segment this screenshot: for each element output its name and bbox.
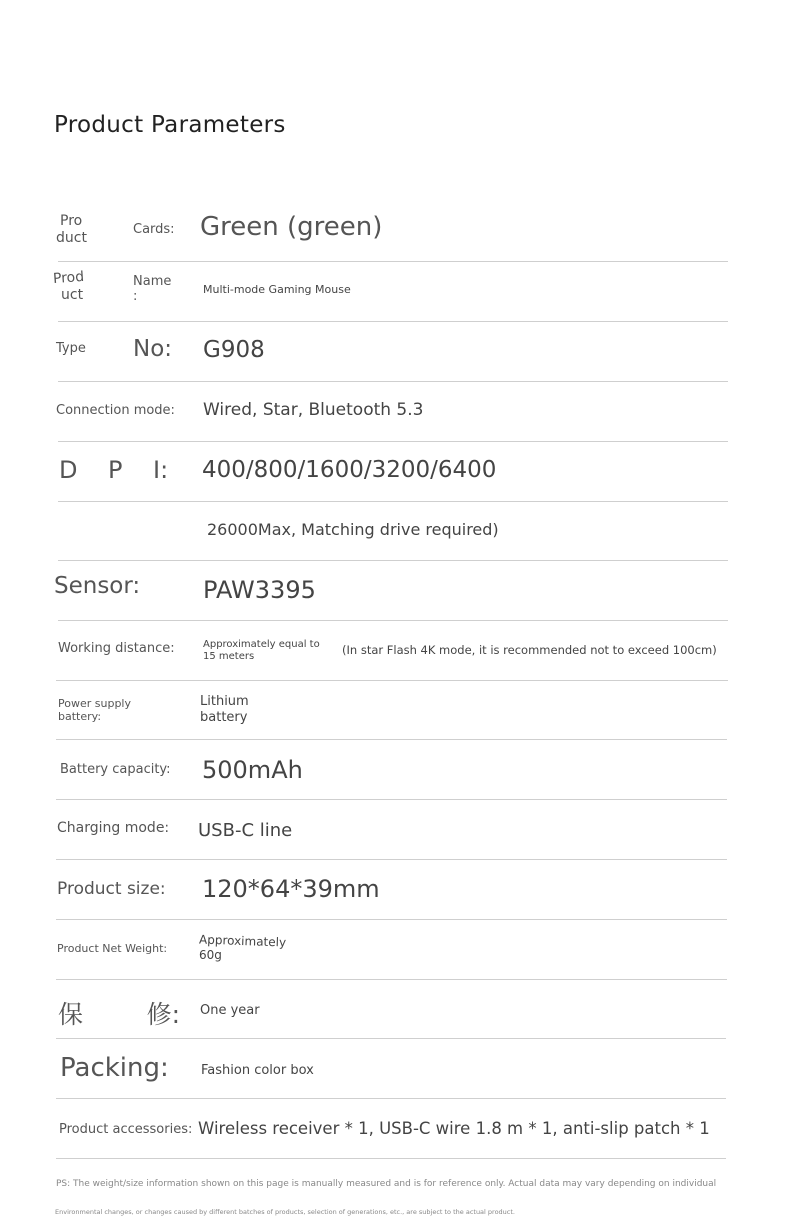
param-label-part: Power supply: [58, 697, 131, 710]
param-value: Green (green): [200, 212, 383, 242]
param-value: USB-C line: [198, 820, 293, 841]
param-value-part: battery: [200, 710, 248, 725]
param-value: PAW3395: [203, 576, 316, 604]
param-row-charging-mode: [56, 800, 727, 860]
param-row-battery-capacity: [56, 740, 727, 800]
param-value: Fashion color box: [201, 1063, 314, 1078]
param-label: Product Net Weight:: [57, 942, 168, 955]
param-value: Wireless receiver * 1, USB-C wire 1.8 m * 1, anti-slip patch * 1: [198, 1119, 710, 1138]
param-row-power-supply: [56, 681, 727, 740]
param-label: Product size:: [57, 879, 166, 899]
param-value: 400/800/1600/3200/6400: [202, 457, 497, 483]
param-value-part: 15 meters: [203, 651, 255, 662]
param-value: 26000Max, Matching drive required): [207, 520, 499, 539]
param-row-product-size: [56, 860, 727, 920]
disclaimer-note: PS: The weight/size information shown on this page is manually measured and is for reference only. Actual data may vary depending on individual: [56, 1179, 717, 1189]
param-value: 500mAh: [202, 756, 303, 784]
param-label: Charging mode:: [57, 820, 170, 836]
param-label: Product accessories:: [59, 1122, 193, 1137]
param-row-accessories: [56, 1099, 726, 1159]
param-row-warranty: [56, 980, 726, 1039]
param-row-connection: [58, 382, 728, 442]
param-value-part: 60g: [199, 948, 222, 962]
param-row-type-no: [58, 322, 728, 382]
param-label-part: duct: [56, 230, 87, 246]
param-row-product-color: [58, 200, 728, 262]
param-label-part: battery:: [58, 710, 102, 723]
param-label: Battery capacity:: [60, 762, 171, 777]
param-label: 保 修:: [58, 1000, 180, 1029]
param-row-packing: [56, 1039, 726, 1099]
param-label-part: Pro: [60, 213, 83, 229]
param-row-product-name: [52, 262, 728, 322]
param-row-net-weight: [56, 920, 727, 980]
param-row-sensor: [54, 561, 728, 621]
param-value-note: (In star Flash 4K mode, it is recommended not to exceed 100cm): [342, 643, 717, 657]
param-label: Packing:: [60, 1053, 169, 1083]
param-label-part: Type: [56, 341, 86, 356]
param-label-colon: :: [133, 289, 138, 304]
param-value-part: Approximately equal to: [203, 639, 320, 650]
param-row-dpi-note: [58, 502, 728, 561]
param-row-dpi: [58, 442, 728, 502]
param-value: Multi-mode Gaming Mouse: [203, 283, 351, 296]
param-label-part: Prod: [52, 268, 85, 288]
param-label: Connection mode:: [56, 403, 175, 418]
param-value: 120*64*39mm: [202, 875, 380, 903]
param-label: No:: [133, 336, 173, 362]
param-label: Cards:: [133, 222, 175, 237]
param-value-part: Approximately: [198, 932, 287, 950]
param-value-part: Lithium: [200, 694, 249, 709]
page-title: Product Parameters: [54, 112, 286, 138]
param-label: Working distance:: [58, 641, 175, 656]
param-row-working-distance: [56, 621, 728, 681]
param-value: G908: [203, 337, 265, 363]
param-value: One year: [200, 1003, 260, 1018]
param-label-part: uct: [61, 287, 84, 303]
disclaimer-note: Environmental changes, or changes caused by different batches of products, selection of generations, etc., are subject to the actual product.: [55, 1208, 515, 1216]
param-label: Name: [133, 274, 172, 289]
param-label: D P I:: [59, 456, 169, 484]
param-label: Sensor:: [54, 573, 141, 599]
param-value: Wired, Star, Bluetooth 5.3: [203, 400, 424, 420]
